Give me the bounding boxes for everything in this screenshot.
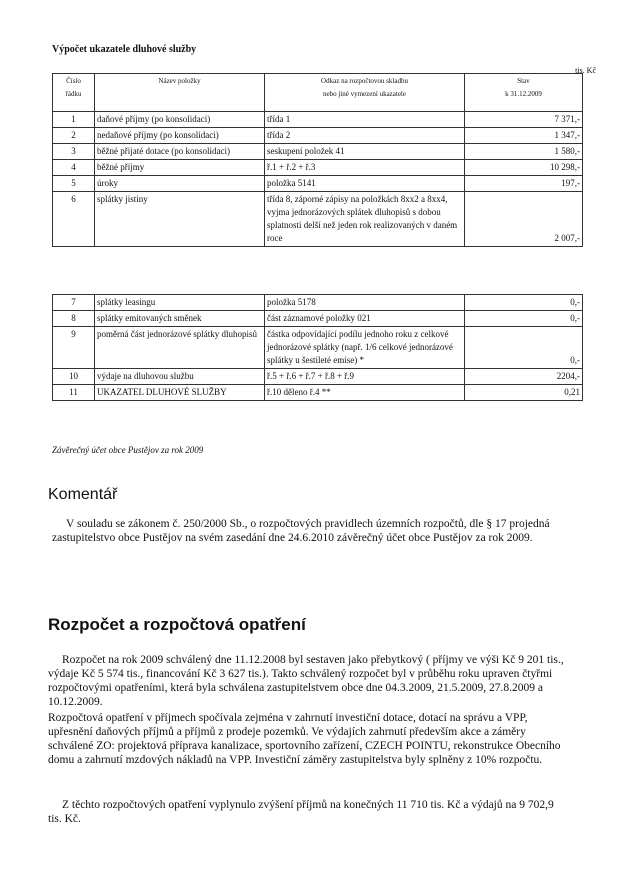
header-state bbox=[465, 74, 583, 112]
header-ref bbox=[265, 74, 465, 112]
row-reference: ř.1 + ř.2 + ř.3 bbox=[265, 160, 465, 176]
row-name: úroky bbox=[95, 176, 265, 192]
table-row bbox=[53, 128, 583, 144]
row-name: splátky leasingu bbox=[95, 295, 265, 311]
row-value: 7 371,- bbox=[465, 112, 583, 128]
row-number: 2 bbox=[53, 128, 95, 144]
table-row bbox=[53, 112, 583, 128]
table-row bbox=[53, 311, 583, 327]
row-value: 2204,- bbox=[465, 369, 583, 385]
table-row bbox=[53, 295, 583, 311]
row-reference: třída 8, záporné zápisy na položkách 8xx2 a 8xx4, vyjma jednorázových splátek dluhopisů s dobou splatnosti delší než jeden rok realizovaných v daném roce bbox=[265, 192, 465, 247]
row-reference: ř.10 děleno ř.4 ** bbox=[265, 385, 465, 401]
row-number: 1 bbox=[53, 112, 95, 128]
header-state-2: k 31.12.2009 bbox=[505, 90, 542, 98]
table-row bbox=[53, 327, 583, 369]
header-state-1: Stav bbox=[517, 77, 530, 85]
row-number: 9 bbox=[53, 327, 95, 369]
row-reference: položka 5178 bbox=[265, 295, 465, 311]
row-reference: ř.5 + ř.6 + ř.7 + ř.8 + ř.9 bbox=[265, 369, 465, 385]
row-name: běžné příjmy bbox=[95, 160, 265, 176]
row-number: 8 bbox=[53, 311, 95, 327]
row-value: 1 347,- bbox=[465, 128, 583, 144]
row-reference: částka odpovídající podílu jednoho roku z celkové jednorázové splátky (např. 1/6 celkové jednorázové splátky u šestileté emise) * bbox=[265, 327, 465, 369]
budget-paragraph-3: Z těchto rozpočtových opatření vyplynulo zvýšení příjmů na konečných 11 710 tis. Kč a výdajů na 9 702,9 tis. Kč. bbox=[48, 799, 554, 825]
table-row bbox=[53, 192, 583, 247]
row-name: UKAZATEL DLUHOVÉ SLUŽBY bbox=[95, 385, 265, 401]
header-ref-1: Odkaz na rozpočtovou skladbu bbox=[321, 77, 408, 85]
debt-table-part-1 bbox=[52, 73, 583, 247]
row-reference: položka 5141 bbox=[265, 176, 465, 192]
document-title: Výpočet ukazatele dluhové služby bbox=[52, 44, 197, 55]
table-row bbox=[53, 144, 583, 160]
row-number: 4 bbox=[53, 160, 95, 176]
row-reference: část záznamové položky 021 bbox=[265, 311, 465, 327]
row-value: 0,21 bbox=[465, 385, 583, 401]
row-name: daňové příjmy (po konsolidaci) bbox=[95, 112, 265, 128]
row-reference: třída 2 bbox=[265, 128, 465, 144]
table-row bbox=[53, 369, 583, 385]
budget-paragraph-2: Rozpočtová opatření v příjmech spočívala zejména v zahrnutí investiční dotace, dotací na správu a VPP, upřesnění daňových příjmů a příjmů z prodeje pozemků. Ve výdajích zahrnutí především akce a záměry schválené ZO: projektová příprava kanalizace, sportovního zařízení, CZECH POINTU, rekonstrukce Obecního domu a zahrnutí mzdových nákladů na VPP. Investiční záměry zastupitelstva byly splněny z 10% rozpočtu. bbox=[48, 712, 561, 766]
row-value: 1 580,- bbox=[465, 144, 583, 160]
row-reference: třída 1 bbox=[265, 112, 465, 128]
table-footnote: Závěrečný účet obce Pustějov za rok 2009 bbox=[52, 445, 204, 455]
table-row bbox=[53, 176, 583, 192]
header-num bbox=[53, 74, 95, 112]
row-value: 197,- bbox=[465, 176, 583, 192]
row-name: běžné přijaté dotace (po konsolidaci) bbox=[95, 144, 265, 160]
header-name: Název položky bbox=[95, 74, 265, 112]
row-number: 6 bbox=[53, 192, 95, 247]
row-value: 0,- bbox=[465, 327, 583, 369]
row-value: 10 298,- bbox=[465, 160, 583, 176]
row-name: výdaje na dluhovou službu bbox=[95, 369, 265, 385]
row-value: 0,- bbox=[465, 295, 583, 311]
row-number: 3 bbox=[53, 144, 95, 160]
table-row bbox=[53, 160, 583, 176]
row-name: splátky emitovaných směnek bbox=[95, 311, 265, 327]
budget-paragraph-1: Rozpočet na rok 2009 schválený dne 11.12.2008 byl sestaven jako přebytkový ( příjmy ve výši Kč 9 201 tis., výdaje Kč 5 574 tis., financování Kč 3 627 tis.). Takto schválený rozpočet byl v průběhu roku upraven čtyřmi rozpočtovými opatřeními, která byla schválena zastupitelstvem obce dne 04.3.2009, 21.5.2009, 27.8.2009 a 10.12.2009. bbox=[48, 654, 564, 708]
row-name: nedaňové příjmy (po konsolidaci) bbox=[95, 128, 265, 144]
budget-heading: Rozpočet a rozpočtová opatření bbox=[48, 615, 306, 634]
unit-label: tis. Kč bbox=[575, 66, 596, 75]
row-name: poměrná část jednorázové splátky dluhopisů bbox=[95, 327, 265, 369]
row-value: 2 007,- bbox=[465, 192, 583, 247]
row-number: 11 bbox=[53, 385, 95, 401]
header-num-1: Číslo bbox=[66, 77, 81, 85]
row-name: splátky jistiny bbox=[95, 192, 265, 247]
row-reference: seskupení položek 41 bbox=[265, 144, 465, 160]
row-number: 10 bbox=[53, 369, 95, 385]
header-ref-2: nebo jiné vymezení ukazatele bbox=[323, 90, 406, 98]
table-header-row bbox=[53, 74, 583, 112]
row-value: 0,- bbox=[465, 311, 583, 327]
debt-table-part-2 bbox=[52, 294, 583, 401]
row-number: 5 bbox=[53, 176, 95, 192]
comment-heading: Komentář bbox=[48, 486, 118, 503]
table-row bbox=[53, 385, 583, 401]
header-num-2: řádku bbox=[65, 90, 82, 98]
row-number: 7 bbox=[53, 295, 95, 311]
comment-text: V souladu se zákonem č. 250/2000 Sb., o rozpočtových pravidlech územních rozpočtů, dle § 17 projedná zastupitelstvo obce Pustějov na svém zasedání dne 24.6.2010 závěrečný účet obce Pustějov za rok 2009. bbox=[52, 518, 550, 544]
